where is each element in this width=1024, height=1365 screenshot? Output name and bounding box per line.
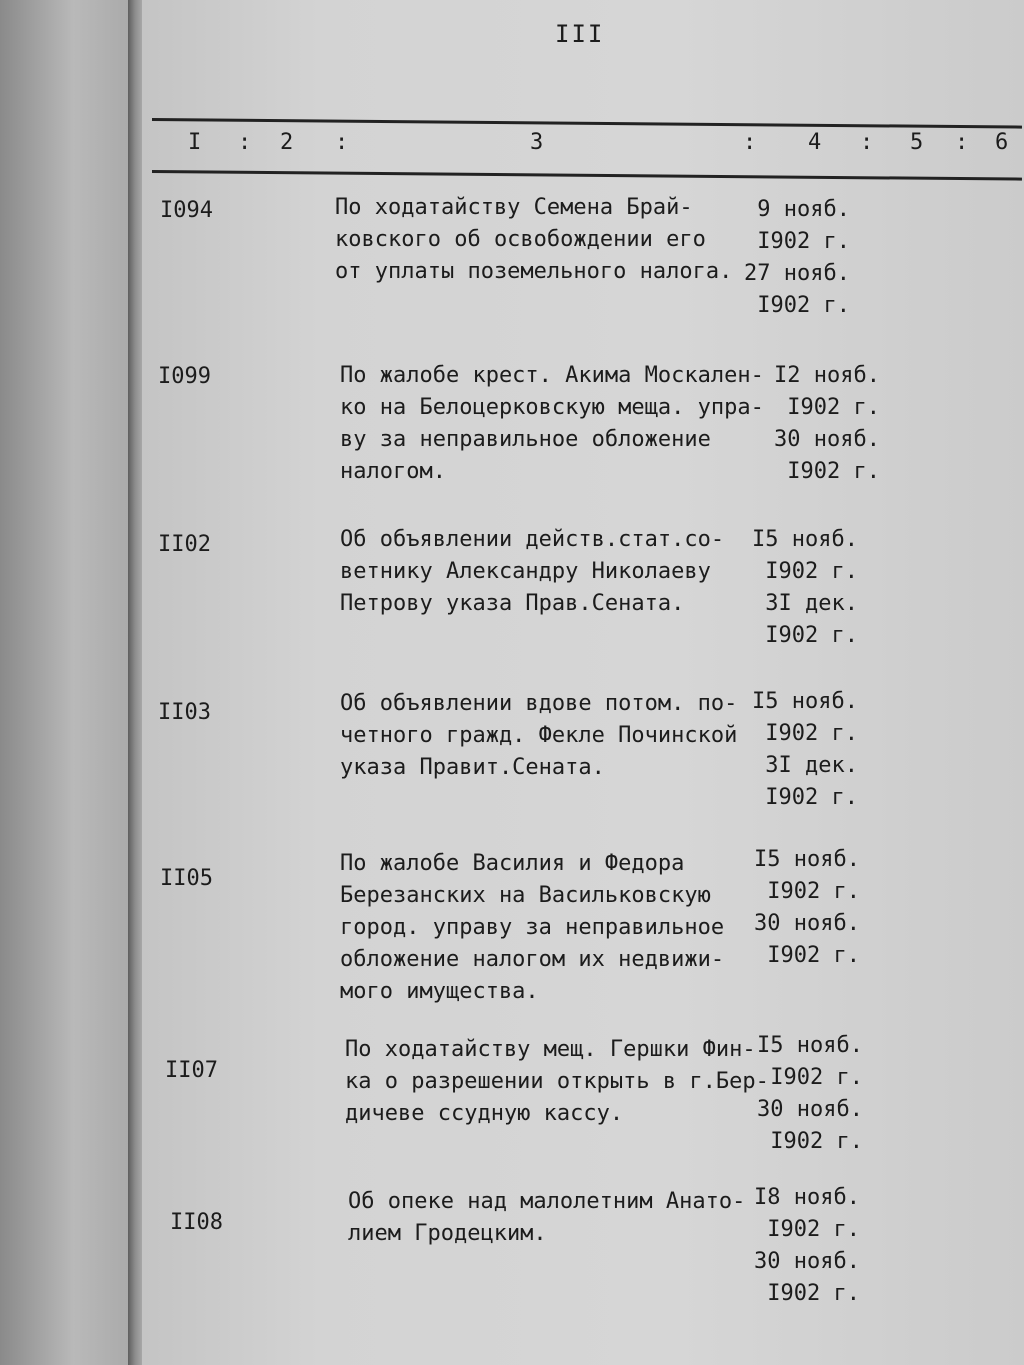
entry-number: II07 — [165, 1058, 218, 1083]
column-header-5: 5 — [910, 130, 924, 155]
column-separator: : — [860, 130, 874, 155]
entry-dates: I5 нояб. I902 г. 3I дек. I902 г. — [752, 689, 858, 810]
column-header-4: 4 — [808, 130, 822, 155]
entry-dates: 9 нояб. I902 г. 27 нояб. I902 г. — [744, 197, 850, 318]
entry-description: По ходатайству мещ. Гершки Фин- ка о разрешении открыть в г.Бер- дичеве ссудную кассу. — [345, 1037, 769, 1126]
left-page-edge — [0, 0, 134, 1365]
entry-dates: I5 нояб. I902 г. 3I дек. I902 г. — [752, 527, 858, 648]
entry-number: II05 — [160, 866, 213, 891]
entry-number: II02 — [158, 532, 211, 557]
entry-description: По жалобе Василия и Федора Березанских на Васильковскую город. управу за неправильное обложение налогом их недвижи- мого имущества. — [340, 851, 725, 1004]
entry-description: По ходатайству Семена Брай- ковского об освобождении его от уплаты поземельного налога. — [335, 195, 733, 284]
entry-number: I099 — [158, 364, 211, 389]
entry-dates: I5 нояб. I902 г. 30 нояб. I902 г. — [754, 847, 860, 968]
entry-dates: I8 нояб. I902 г. 30 нояб. I902 г. — [754, 1185, 860, 1306]
entry-description: Об объявлении действ.стат.со- ветнику Александру Николаеву Петрову указа Прав.Сената. — [340, 527, 725, 616]
column-header-2: 2 — [280, 130, 294, 155]
column-separator: : — [743, 130, 757, 155]
entry-number: II03 — [158, 700, 211, 725]
column-separator: : — [335, 130, 349, 155]
entry-number: I094 — [160, 198, 213, 223]
entry-dates: I5 нояб. I902 г. 30 нояб. I902 г. — [757, 1033, 863, 1154]
column-header-3: 3 — [530, 130, 544, 155]
column-separator: : — [955, 130, 969, 155]
page-number: III — [555, 20, 605, 48]
column-header-1: I — [188, 130, 202, 155]
entry-description: Об объявлении вдове потом. по- четного гражд. Фекле Починской указа Правит.Сената. — [340, 691, 738, 780]
entry-dates: I2 нояб. I902 г. 30 нояб. I902 г. — [774, 363, 880, 484]
entry-description: По жалобе крест. Акима Москален- ко на Белоцерковскую меща. упра- ву за неправильное обложение налогом. — [340, 363, 764, 484]
entry-number: II08 — [170, 1210, 223, 1235]
column-separator: : — [238, 130, 252, 155]
entry-description: Об опеке над малолетним Анато- лием Гродецким. — [348, 1189, 746, 1246]
column-header-6: 6 — [995, 130, 1009, 155]
